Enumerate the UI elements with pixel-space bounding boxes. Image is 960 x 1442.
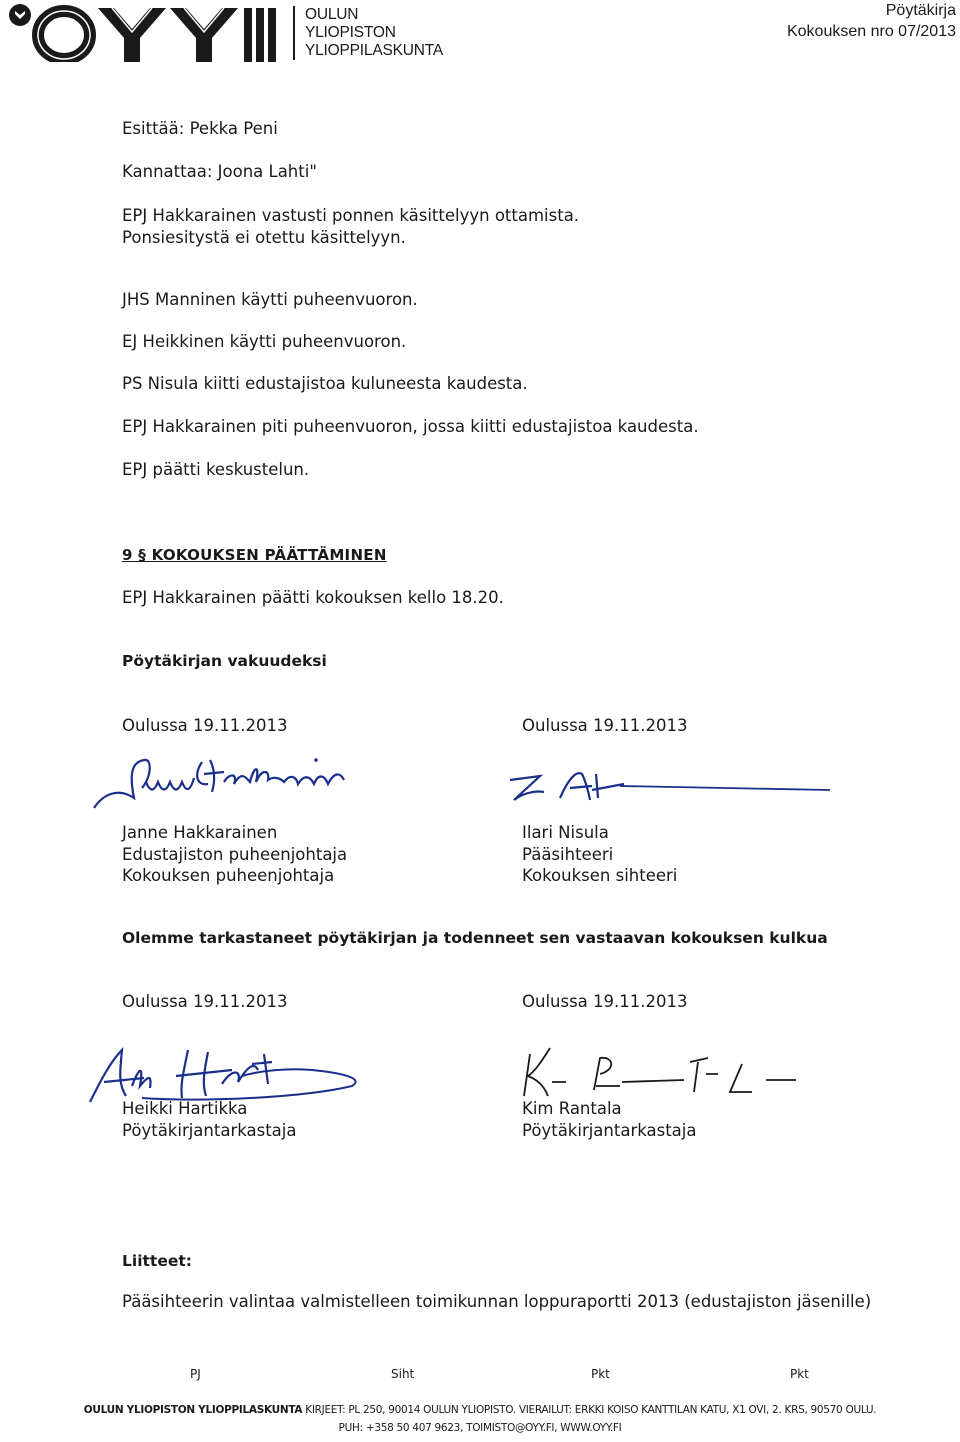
- review-heading: Olemme tarkastaneet pöytäkirjan ja todenneet sen vastaavan kokouksen kulkua: [122, 929, 828, 947]
- seconder-line: Kannattaa: Joona Lahti": [122, 162, 317, 181]
- speech-line: JHS Manninen käytti puheenvuoron.: [122, 290, 418, 309]
- speech-line: EJ Heikkinen käytti puheenvuoron.: [122, 332, 407, 351]
- document-header: [787, 0, 956, 42]
- section-title: 9 § KOKOUKSEN PÄÄTTÄMINEN: [122, 546, 387, 564]
- initials-label: PJ: [190, 1367, 201, 1381]
- response-line: Ponsiesitystä ei otettu käsittelyyn.: [122, 228, 406, 247]
- footer-address: KIRJEET: PL 250, 90014 OULUN YLIOPISTO. VIERAILUT: ERKKI KOISO KANTTILAN KATU, X1 OVI, 2. KRS, 90570 OULU.: [305, 1404, 877, 1416]
- secretary-role: Pääsihteeri: [522, 844, 614, 864]
- secretary-role: Kokouksen sihteeri: [522, 866, 678, 885]
- footer-org-name: OULUN YLIOPISTON YLIOPPILASKUNTA: [83, 1404, 303, 1416]
- attestation-heading: Pöytäkirjan vakuudeksi: [122, 652, 327, 670]
- logo-line: YLIOPPILASKUNTA: [305, 42, 443, 59]
- oyy-logo: [6, 2, 286, 62]
- initials-label: Pkt: [591, 1367, 610, 1381]
- checker2-role: Pöytäkirjantarkastaja: [522, 1120, 697, 1140]
- chair-name: Janne Hakkarainen: [122, 823, 278, 842]
- response-paragraph: [122, 205, 579, 249]
- secretary-signature-block: [522, 822, 677, 887]
- secretary-signature: [500, 760, 840, 810]
- checker2-signature-block: [522, 1098, 697, 1141]
- presenter-line: Esittää: Pekka Peni: [122, 119, 278, 138]
- initials-label: Siht: [391, 1367, 415, 1381]
- attachments-heading: Liitteet:: [122, 1252, 192, 1270]
- secretary-place-date: Oulussa 19.11.2013: [522, 716, 688, 735]
- speech-line: PS Nisula kiitti edustajistoa kuluneesta kaudesta.: [122, 374, 528, 393]
- meeting-number: Kokouksen nro 07/2013: [786, 23, 956, 40]
- response-line: EPJ Hakkarainen vastusti ponnen käsittelyyn ottamista.: [122, 206, 580, 225]
- logo-line: YLIOPISTON: [305, 24, 396, 41]
- chair-signature-block: [122, 822, 347, 887]
- speech-line: EPJ päätti keskustelun.: [122, 460, 310, 479]
- checker1-signature-block: [122, 1098, 297, 1141]
- logo-divider: [293, 6, 295, 60]
- checker2-signature: [504, 1040, 804, 1104]
- logo-wordmark: [305, 6, 443, 60]
- checker2-place-date: Oulussa 19.11.2013: [522, 992, 688, 1011]
- chair-role: Kokouksen puheenjohtaja: [122, 866, 335, 885]
- footer-contact: PUH: +358 50 407 9623, TOIMISTO@OYY.FI, WWW.OYY.FI: [338, 1422, 622, 1434]
- chair-signature: [84, 748, 404, 820]
- logo-line: OULUN: [305, 6, 359, 23]
- initials-label: Pkt: [790, 1367, 809, 1381]
- closing-line: EPJ Hakkarainen päätti kokouksen kello 18.20.: [122, 588, 504, 607]
- checker1-name: Heikki Hartikka: [122, 1099, 248, 1118]
- chair-role: Edustajiston puheenjohtaja: [122, 844, 348, 864]
- checker2-name: Kim Rantala: [522, 1099, 622, 1118]
- secretary-name: Ilari Nisula: [522, 823, 609, 842]
- chair-place-date: Oulussa 19.11.2013: [122, 716, 288, 735]
- document-type: Pöytäkirja: [885, 2, 956, 19]
- attachment-item: Pääsihteerin valintaa valmistelleen toimikunnan loppuraportti 2013 (edustajiston jäsenille): [122, 1292, 872, 1311]
- speech-line: EPJ Hakkarainen piti puheenvuoron, jossa kiitti edustajistoa kaudesta.: [122, 417, 699, 436]
- checker1-role: Pöytäkirjantarkastaja: [122, 1120, 297, 1140]
- footer-address-line: [0, 1404, 960, 1416]
- checker1-place-date: Oulussa 19.11.2013: [122, 992, 288, 1011]
